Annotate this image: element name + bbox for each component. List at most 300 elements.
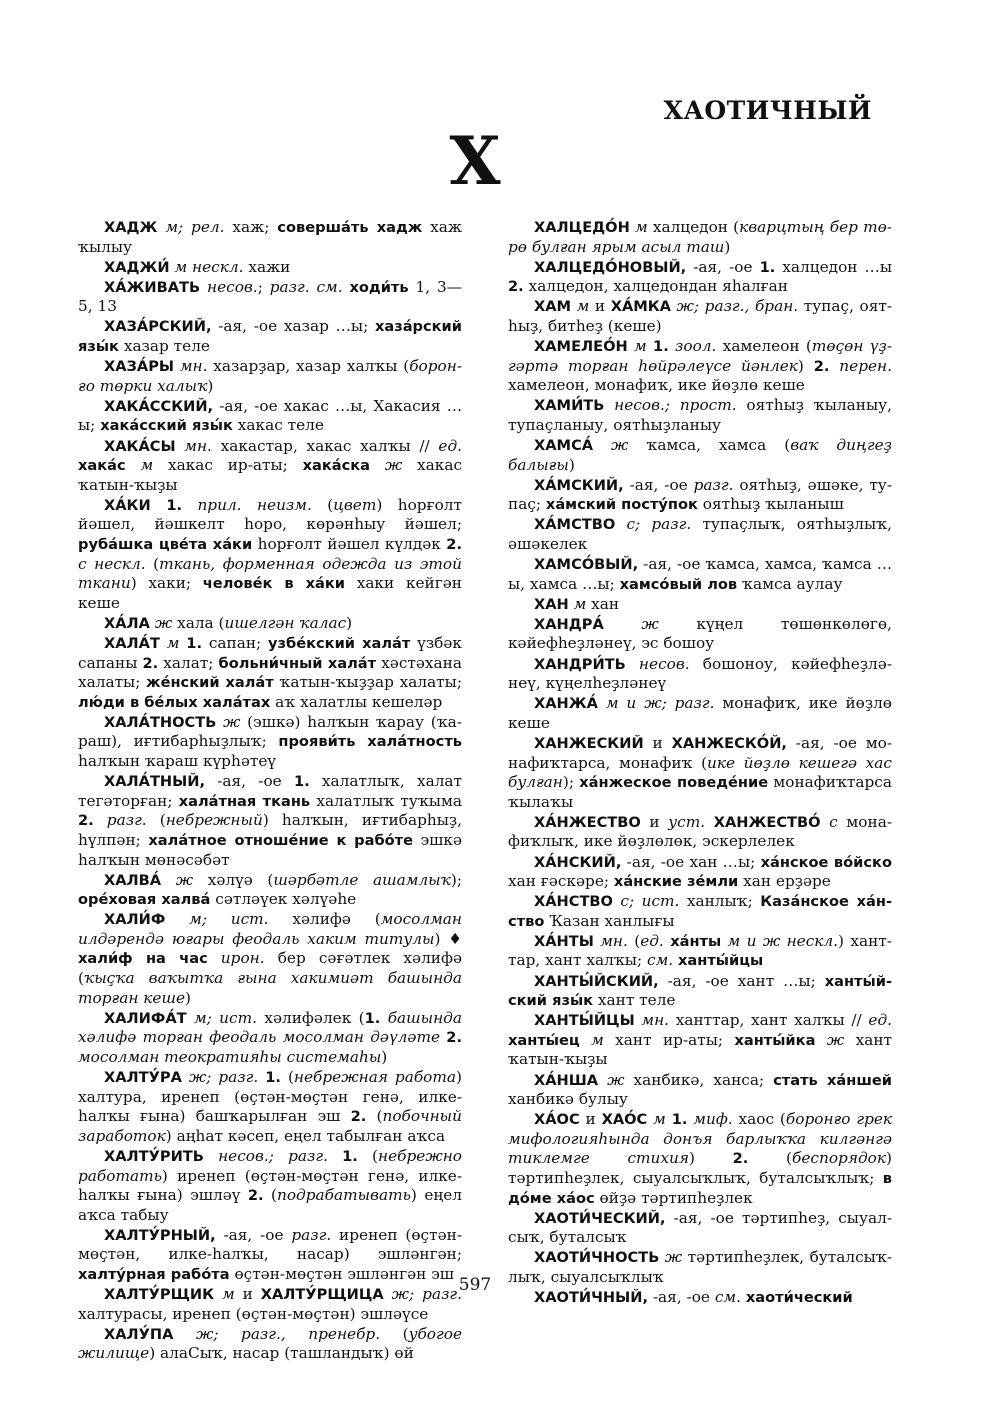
- headword-bold: ХАНТЫ́ЙЦЫ: [534, 1012, 635, 1030]
- headword-bold: ханты́йка: [734, 1031, 816, 1049]
- entry-text: халцедон (: [647, 218, 740, 236]
- entry-text: оятһыҙ ҡыланыу, тупаҫланыу, оятһыҙланыу: [508, 396, 892, 434]
- entry-text: и: [579, 1110, 602, 1129]
- right-column: [508, 218, 892, 1308]
- headword-bold: ХА́НША: [534, 1071, 599, 1089]
- dictionary-entry: [508, 436, 892, 475]
- headword-bold: 2.: [446, 536, 462, 553]
- label-italic: м и ж; разг.: [597, 694, 715, 713]
- entry-text: ханбикә, ханса;: [624, 1070, 774, 1089]
- headword-bold: ХА́МКА: [610, 298, 671, 316]
- headword-bold: ХА́КИ 1.: [104, 496, 183, 514]
- label-italic: с; разг.: [615, 515, 692, 534]
- entry-text: үзбәк сапаны: [78, 633, 462, 672]
- dictionary-entry: [508, 396, 892, 435]
- label-italic: ж: [370, 456, 403, 475]
- label-italic: ж; разг., пренебр.: [173, 1324, 381, 1343]
- headword-bold: 2.: [142, 654, 159, 672]
- dictionary-entry: [78, 614, 462, 634]
- entry-text: -ая, -ое хант …ы;: [658, 971, 825, 990]
- entry-text: хәлифә (: [268, 910, 381, 929]
- label-italic: ҡыҫҡа ваҡытҡа ғына хакимиәт башында торған кеше: [78, 969, 462, 1007]
- label-italic: ике йөҙлө кешегә хас булған: [508, 753, 892, 792]
- headword-bold: ХАН: [534, 595, 569, 613]
- entry-text: (: [311, 495, 334, 514]
- entry-text: өйҙә тәртипһеҙлек: [594, 1188, 753, 1207]
- headword-bold: ходи́ть: [349, 278, 409, 296]
- headword-bold: ХАЛТУ́РНЫЙ,: [104, 1226, 216, 1244]
- label-italic: несов.: [200, 277, 258, 296]
- entry-text: ) еңел аҡса табыу: [78, 1186, 462, 1224]
- label-italic: ж: [815, 1030, 845, 1049]
- entry-text: хакас ир-аты;: [153, 456, 303, 475]
- headword-bold: ХАМИ́ТЬ: [534, 397, 605, 415]
- label-italic: м: [571, 297, 590, 316]
- dictionary-entry: [508, 1011, 892, 1070]
- label-italic: мн.: [174, 357, 208, 376]
- dictionary-entry: [78, 218, 462, 257]
- label-italic: төҫөн үҙгәртә торған һөйрәлеүсе йәнлек: [508, 337, 892, 375]
- headword-bold: ХАЛА́Т: [104, 634, 160, 652]
- dictionary-entry: [78, 713, 462, 772]
- headword-bold: 1.: [653, 338, 669, 356]
- dictionary-entry: [508, 932, 892, 971]
- label-italic: с; ист.: [612, 892, 680, 911]
- entry-text: хаж;: [224, 218, 278, 236]
- dictionary-entry: [508, 555, 892, 594]
- entry-text: -ая, -ое тәртипһеҙ, сыуалсыҡ, буталсыҡ: [508, 1208, 892, 1247]
- headword-bold: ХАНЖЕСТВО́: [713, 813, 821, 831]
- dictionary-entry: [508, 813, 892, 852]
- label-italic: ж: [603, 614, 659, 633]
- headword-bold: 1.: [364, 1009, 381, 1027]
- headword-bold: 2.: [446, 1029, 462, 1047]
- label-italic: небрежно работать: [78, 1146, 462, 1185]
- entry-text: );: [450, 870, 462, 889]
- left-column: [78, 218, 462, 1364]
- headword-bold: 2.: [247, 1187, 264, 1205]
- entry-text: ): [207, 376, 214, 395]
- label-italic: боронғо төрки халыҡ: [78, 357, 462, 395]
- entry-text: Ҡазан ханлығы: [544, 911, 675, 930]
- entry-text: хант ҡатын-ҡыҙы: [508, 1030, 892, 1069]
- headword-bold: 2.: [78, 812, 94, 830]
- headword-bold: ХАМСА́: [534, 437, 594, 455]
- headword-bold: ХАМЕЛЕО́Н: [534, 338, 628, 356]
- label-italic: небрежный: [165, 811, 263, 830]
- headword-bold: ХА́НСТВО: [534, 893, 613, 911]
- label-italic: с нескл.: [78, 554, 146, 573]
- entry-text: ) хаки;: [130, 574, 203, 593]
- label-italic: м: [159, 633, 180, 652]
- entry-text: халтурасы, иренеп (өҫтән-мөҫтән) эшләүсе: [78, 1304, 429, 1323]
- label-italic: мосолман теократияһы системаһы: [78, 1047, 382, 1066]
- entry-text: ): [797, 356, 814, 375]
- headword-bold: 2.: [350, 1108, 367, 1126]
- dictionary-entry: [508, 297, 892, 336]
- headword-bold: ха́нское во́йско: [760, 853, 892, 871]
- entry-text: и: [589, 297, 611, 316]
- headword-bold: ХАКА́ССКИЙ,: [104, 397, 214, 415]
- label-italic: м; ист.: [186, 1008, 257, 1027]
- label-italic: см.: [647, 951, 674, 970]
- label-italic: мосолман илдәрендә юғары феодаль хаким титулы: [78, 910, 462, 948]
- dictionary-entry: [508, 1071, 892, 1110]
- headword-bold: ХА́МСТВО: [534, 516, 616, 534]
- entry-text: хамелеон (: [716, 337, 812, 356]
- headword-bold: ХАНДРИ́ТЬ: [534, 655, 626, 673]
- headword-bold: ХАНЖЕСКИЙ: [534, 734, 644, 752]
- entry-text: (: [263, 1186, 277, 1205]
- entry-text: монафиҡ, ике йөҙлө кеше: [508, 694, 893, 732]
- label-italic: ж: [659, 1248, 683, 1267]
- label-italic: ед.: [438, 436, 463, 455]
- entry-text: (: [748, 1149, 793, 1168]
- entry-text: -ая, -ое хан …ы;: [621, 852, 761, 871]
- label-italic: м: [579, 1030, 604, 1049]
- headword-bold: ХАЛА́ТНЫЙ,: [104, 773, 206, 791]
- dictionary-entry: [78, 1325, 462, 1364]
- entry-text: (: [380, 1324, 409, 1343]
- entry-text: хант теле: [593, 991, 676, 1010]
- headword-bold: ХАНЖЕСКО́Й,: [671, 734, 787, 752]
- entry-text: -ая, -ое хазар …ы;: [211, 317, 375, 336]
- dictionary-entry: [508, 337, 892, 396]
- headword-bold: ХАЛТУ́РИТЬ: [104, 1147, 204, 1165]
- label-italic: разг.: [283, 1225, 332, 1244]
- label-italic: м нескл.: [169, 257, 244, 276]
- entry-text: ) халтура, иренеп (өҫтән-мөҫтән генә, илке-һалҡы ғына) башҡарылған эш: [78, 1068, 462, 1126]
- dictionary-entry: [508, 892, 892, 931]
- headword-bold: прояви́ть хала́тность: [278, 733, 463, 751]
- headword-bold: ХА́ЖИВАТЬ: [104, 278, 201, 296]
- headword-bold: в до́ме ха́ос: [508, 1170, 892, 1207]
- label-italic: небрежная работа: [293, 1068, 457, 1087]
- headword-bold: стать ха́ншей: [773, 1071, 892, 1089]
- running-head: ХАОТИЧНЫЙ: [663, 96, 872, 125]
- entry-text: хәлүә (: [193, 870, 274, 889]
- entry-text: халатлыҡ туҡыма: [310, 791, 462, 810]
- dictionary-entry: [78, 258, 462, 278]
- headword-bold: лю́ди в бе́лых хала́тах: [78, 693, 271, 711]
- headword-bold: ХАНТЫ́ЙСКИЙ,: [534, 972, 659, 990]
- dictionary-entry: [508, 218, 892, 257]
- headword-bold: Каза́нское ха́нство: [508, 893, 892, 930]
- entry-text: бер сәғәтлек хәлифә (: [78, 949, 463, 988]
- entry-text: тәртипһеҙлек, буталсыҡлыҡ, сыуалсыҡлыҡ: [508, 1248, 892, 1286]
- label-italic: м: [125, 456, 154, 475]
- dictionary-entry: [78, 772, 462, 870]
- headword-bold: узбе́кский хала́т: [268, 634, 411, 652]
- dictionary-entry: [508, 595, 892, 615]
- headword-bold: ХАДЖ: [104, 219, 158, 236]
- headword-bold: ХАЛТУ́РЩИЦА: [260, 1286, 384, 1304]
- label-italic: шәрбәтле ашамлыҡ: [273, 870, 451, 889]
- entry-text: һалҡын ҡараш күрһәтеү: [78, 752, 277, 771]
- entry-text: өҫтән-мөҫтән эшләнгән эш: [229, 1264, 455, 1283]
- headword-bold: соверша́ть хадж: [277, 219, 423, 236]
- entry-text: хажи: [243, 257, 291, 276]
- entry-text: аҡ халатлы кешеләр: [270, 692, 443, 711]
- headword-bold: ХАЛЦЕДО́Н: [534, 219, 630, 236]
- entry-text: хакастар, хакас халҡы //: [211, 436, 439, 455]
- headword-bold: ХА́ОС: [534, 1111, 580, 1129]
- entry-text: и: [643, 733, 672, 752]
- entry-text: күңел төшөнкөлөгө, кәйефһеҙләнеү, эс бошоу: [508, 614, 892, 653]
- entry-text: (: [627, 931, 641, 950]
- label-italic: мн.: [634, 1011, 670, 1030]
- headword-bold: ХАНДРА́: [534, 615, 604, 633]
- dictionary-entry: [508, 515, 892, 554]
- entry-text: ) аңһат кәсеп, еңел табылған аҡса: [165, 1126, 446, 1145]
- dictionary-entry: [78, 317, 462, 356]
- headword-bold: хаоти́ческий: [745, 1289, 853, 1307]
- label-italic: разг.: [93, 811, 147, 830]
- entry-text: ханлыҡ;: [679, 892, 761, 911]
- headword-bold: хали́ф на час: [78, 950, 208, 968]
- entry-text: (: [280, 1068, 294, 1087]
- headword-bold: ха́нжеское поведе́ние: [579, 774, 769, 792]
- headword-bold: же́нский хала́т: [146, 674, 274, 692]
- entry-text: ) иренеп (өҫтән-мөҫтән генә, илке-һалҡы ғына) эшләү: [78, 1166, 462, 1205]
- label-italic: ж: [598, 1070, 625, 1089]
- entry-text: хан ерҙәре: [738, 872, 831, 891]
- dictionary-entry: [508, 476, 892, 515]
- entry-text: -ая, -ое: [215, 1225, 284, 1244]
- headword-bold: хаза́рский язы́к: [78, 318, 462, 356]
- entry-text: ): [568, 455, 575, 474]
- entry-text: хаж ҡылыу: [78, 218, 462, 256]
- label-italic: м: [214, 1285, 235, 1304]
- entry-text: [328, 1147, 342, 1165]
- entry-text: ) ханттар, хант халҡы;: [508, 931, 892, 970]
- label-italic: ж; разг., бран.: [670, 297, 799, 316]
- headword-bold: 2.: [508, 278, 524, 296]
- headword-bold: больни́чный хала́т: [218, 654, 377, 672]
- entry-text: хазарҙар, хазар халҡы (: [207, 357, 410, 376]
- dictionary-entry: [508, 258, 892, 297]
- headword-bold: 2.: [813, 357, 830, 375]
- headword-bold: хака́с: [78, 457, 126, 475]
- entry-text: хамелеон, монафиҡ, ике йөҙлө кеше: [508, 376, 805, 395]
- dictionary-entry: [508, 1110, 892, 1208]
- label-italic: башында хәлифә торған феодаль мосолман дәүләте: [78, 1008, 462, 1047]
- entry-text: (: [357, 1146, 379, 1165]
- label-italic: боронғо грек мифологияһында донъя барлыҡҡа килгәнгә тиклемге стихия: [508, 1110, 893, 1168]
- headword-bold: ханты́ец: [508, 1031, 580, 1049]
- dictionary-entry: [508, 615, 892, 654]
- dictionary-entry: [78, 871, 462, 910]
- label-italic: ж: [216, 712, 241, 731]
- label-italic: м; рел.: [157, 218, 225, 236]
- headword-bold: хала́тная ткань: [178, 792, 311, 810]
- label-italic: прил. неизм.: [182, 495, 312, 514]
- headword-bold: халту́рная рабо́та: [78, 1265, 230, 1283]
- entry-text: 1, 3—5, 13: [78, 277, 462, 316]
- dictionary-entry: [78, 1009, 462, 1068]
- headword-bold: ХАО́С: [601, 1111, 648, 1129]
- dictionary-entry: [78, 496, 462, 614]
- entry-text: -ая, -ое хакас …ы, Хакасия …ы;: [78, 396, 462, 435]
- dictionary-entry: [78, 910, 462, 1008]
- label-italic: ж: [161, 870, 194, 889]
- dictionary-entry: [508, 655, 892, 694]
- entry-text: ): [381, 1047, 388, 1066]
- headword-bold: ХАОТИ́ЧНОСТЬ: [534, 1249, 660, 1267]
- label-italic: убогое жилище: [78, 1324, 462, 1363]
- label-italic: цвет: [333, 495, 377, 514]
- label-italic: несов.: [625, 654, 690, 673]
- headword-bold: 1.: [293, 773, 310, 791]
- headword-bold: хака́сский язы́к: [100, 417, 233, 435]
- entry-text: хаки кейгән кеше: [78, 574, 462, 612]
- headword-bold: 1.: [265, 1069, 281, 1087]
- dictionary-entry: [508, 853, 892, 892]
- label-italic: ваҡ диңгеҙ балығы: [508, 436, 892, 474]
- entry-text: (: [145, 554, 160, 573]
- headword-bold: ханты́йский язы́к: [508, 972, 892, 1010]
- entry-text: хала (: [172, 613, 225, 632]
- entry-text: бошоноу, кәйефһеҙләнеү, күңелһеҙләнеү: [508, 654, 892, 693]
- dictionary-entry: [508, 734, 892, 812]
- entry-text: иренеп (өҫтән-мөҫтән, илке-һалҡы, насар) эшләнгән;: [78, 1225, 462, 1264]
- entry-text: ): [185, 988, 191, 1007]
- label-italic: м: [568, 594, 587, 613]
- entry-text: һорғолт йәшел күлдәк: [252, 535, 447, 553]
- headword-bold: ХА́НТЫ: [534, 932, 594, 950]
- dictionary-entry: [78, 1147, 462, 1225]
- entry-text: хакас ҡатын-ҡыҙы: [78, 456, 463, 494]
- entry-text: ) һалҡын, иғтибарһыҙ, һүлпән;: [78, 811, 462, 849]
- entry-text: хант ир-аты;: [603, 1030, 735, 1049]
- headword-bold: ха́нты: [670, 932, 722, 950]
- entry-text: халат;: [158, 653, 219, 672]
- entry-text: сәтләүек хәлүәһе: [210, 890, 357, 909]
- label-italic: см.: [714, 1288, 741, 1307]
- entry-text: ҡамса, хамса (: [628, 436, 791, 455]
- headword-bold: ХАЛУ́ПА: [104, 1325, 174, 1343]
- entry-text: -ая, -ое ҡамса, хамса, ҡамса …ы, хамса …ы;: [508, 555, 892, 593]
- dictionary-entry: [508, 1209, 892, 1248]
- label-italic: ед.: [868, 1011, 893, 1030]
- entry-text: -ая, -ое монафиҡтарса, монафиҡ (: [508, 733, 893, 772]
- headword-bold: ХАЗА́РСКИЙ,: [104, 318, 212, 336]
- entry-text: ) тәртипһеҙлек, сыуалсыҡлыҡ, буталсыҡлыҡ;: [508, 1149, 892, 1187]
- entry-text: -ая, -ое: [623, 475, 688, 494]
- headword-bold: руба́шка цве́та ха́ки: [78, 536, 253, 553]
- label-italic: несов.; разг.: [203, 1146, 328, 1165]
- label-italic: ж: [593, 436, 629, 455]
- headword-bold: ХА́МСКИЙ,: [534, 476, 624, 494]
- label-italic: кварцтың бер төрө булған ярым асыл таш: [508, 218, 893, 256]
- headword-bold: хамсо́вый лов: [619, 575, 738, 593]
- headword-bold: 1.: [342, 1147, 358, 1165]
- entry-text: ) һорғолт йәшел, йәшкелт һоро, көрәнһыу йәшел;: [78, 495, 462, 534]
- entry-text: ) алаСыҡ, насар (ташландыҡ) өй: [149, 1344, 414, 1363]
- headword-bold: ХА́НЖЕСТВО: [534, 813, 641, 831]
- dictionary-entry: [78, 1068, 462, 1146]
- entry-text: и: [234, 1285, 261, 1304]
- entry-text: халцедон, халцедондан яһалған: [523, 277, 788, 296]
- headword-bold: 1.: [671, 1111, 688, 1129]
- entry-text: (: [366, 1107, 383, 1126]
- entry-text: ҡатын-ҡыҙҙар халаты;: [273, 673, 462, 692]
- headword-bold: ХАЛИФА́Т: [104, 1009, 187, 1027]
- label-italic: несов.; прост.: [604, 396, 737, 415]
- headword-bold: ХАМСО́ВЫЙ,: [534, 556, 639, 574]
- entry-text: оятһыҙ, әшәке, тупаҫ;: [508, 475, 892, 514]
- dictionary-entry: [78, 357, 462, 396]
- entry-text: хәстәхана халаты;: [78, 653, 462, 692]
- label-italic: ж: [149, 613, 173, 632]
- headword-bold: 1.: [759, 258, 776, 276]
- label-italic: ед.: [640, 931, 664, 950]
- headword-bold: ХА́ЛА: [104, 614, 150, 632]
- headword-bold: ХАОТИ́ЧНЫЙ,: [534, 1289, 649, 1307]
- label-italic: м; ист.: [165, 910, 269, 929]
- entry-text: и: [640, 812, 669, 831]
- entry-text: ): [724, 237, 731, 256]
- entry-text: монафиҡлыҡ, ике йөҙлөлөк, эскерлелек: [508, 812, 892, 851]
- entry-text: ) ♦: [434, 929, 463, 948]
- entry-text: ҡамса аулау: [737, 574, 843, 593]
- headword-bold: ХАДЖИ́: [104, 258, 170, 276]
- label-italic: разг.: [687, 475, 734, 494]
- entry-text: тупаҫ, оятһыҙ, битһеҙ (кеше): [508, 297, 893, 335]
- label-italic: уст.: [668, 812, 706, 831]
- label-italic: зоол.: [668, 337, 717, 356]
- entry-text: -ая, -ое: [686, 257, 760, 276]
- label-italic: м: [627, 337, 647, 356]
- headword-bold: ХАЗА́РЫ: [104, 358, 175, 376]
- dictionary-entry: [78, 437, 462, 496]
- entry-text: оятһыҙ ҡыланыш: [697, 495, 844, 514]
- dictionary-entry: [78, 634, 462, 712]
- section-letter: Х: [449, 122, 501, 200]
- entry-text: хаос (: [732, 1110, 786, 1129]
- entry-text: ;: [257, 277, 263, 296]
- headword-bold: хака́ска: [302, 457, 371, 475]
- headword-bold: ХА́НСКИЙ,: [534, 853, 622, 871]
- headword-bold: хала́тное отноше́ние к рабо́те: [148, 831, 414, 849]
- label-italic: м: [647, 1110, 666, 1129]
- entry-text: эшкә һалҡын мөнәсәбәт: [78, 830, 462, 869]
- headword-bold: ханты́йцы: [678, 952, 764, 970]
- headword-bold: ХАЛИ́Ф: [104, 911, 166, 929]
- entry-text: сапан;: [202, 633, 269, 652]
- dictionary-entry: [78, 397, 462, 436]
- dictionary-entry: [508, 972, 892, 1011]
- label-italic: перен.: [829, 356, 892, 375]
- label-italic: ишелгән ҡалас: [224, 613, 347, 632]
- entry-text: ): [346, 613, 353, 632]
- entry-text: -ая, -ое: [648, 1288, 715, 1307]
- entry-text: монафиҡтарса ҡылаҡы: [508, 773, 892, 811]
- label-italic: мн.: [175, 436, 212, 455]
- entry-text: хәлифәлек (: [256, 1008, 365, 1027]
- headword-bold: ха́мский посту́пок: [545, 496, 698, 514]
- headword-bold: ХАМ: [534, 298, 572, 316]
- dictionary-entry: [508, 694, 892, 733]
- label-italic: м: [629, 218, 648, 236]
- label-italic: разг. см.: [262, 277, 343, 296]
- entry-text: -ая, -ое: [205, 772, 294, 791]
- entry-text: хакас теле: [232, 416, 324, 435]
- entry-text: );: [562, 773, 580, 792]
- label-italic: побочный заработок: [78, 1107, 462, 1145]
- entry-text: тупаҫлыҡ, оятһыҙлыҡ, әшәкелек: [508, 515, 892, 553]
- headword-bold: ХАКА́СЫ: [104, 437, 176, 455]
